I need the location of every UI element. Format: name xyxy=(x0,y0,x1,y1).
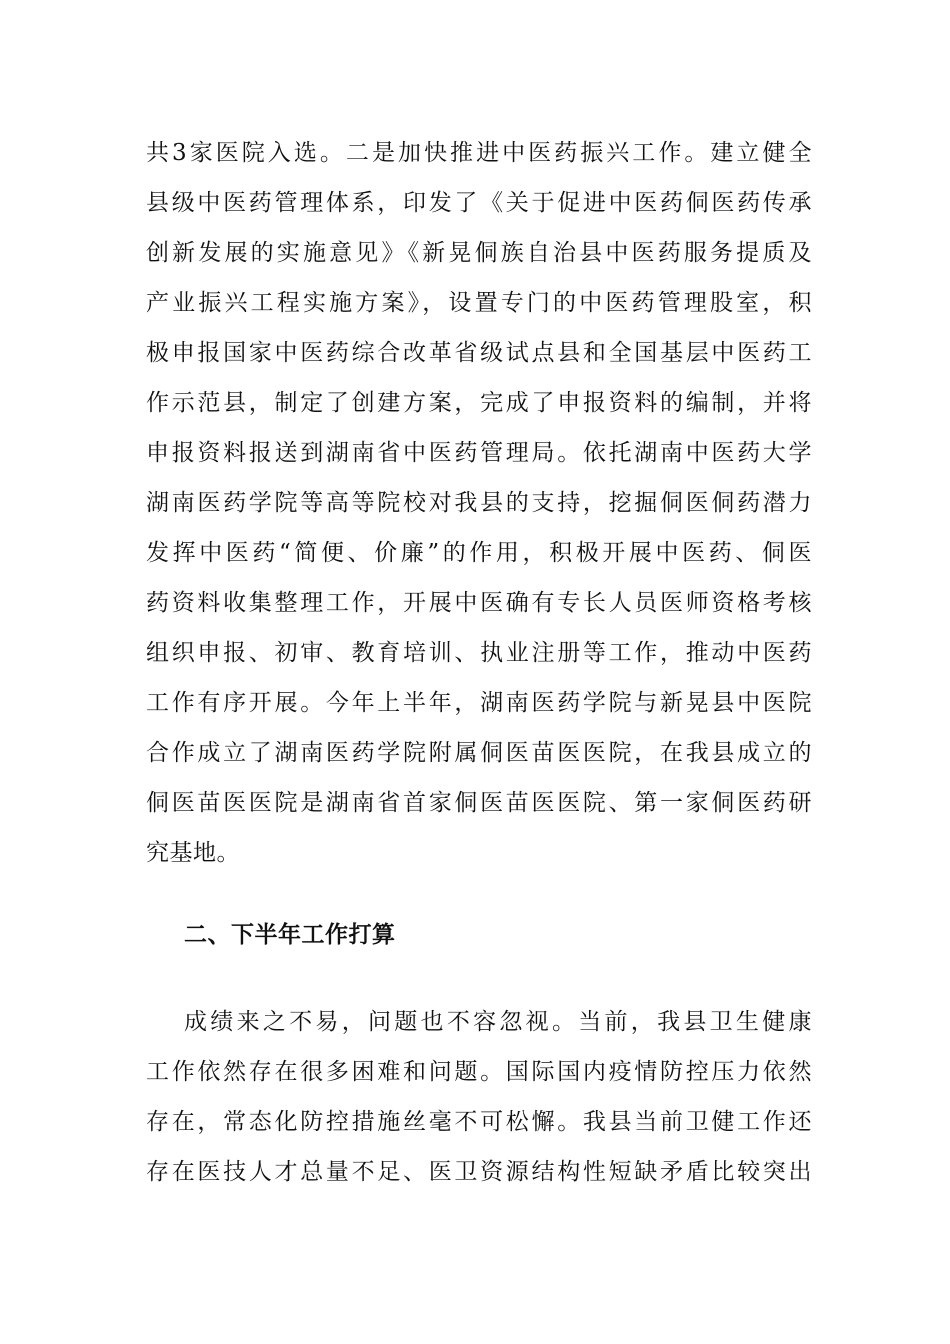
paragraph-line: 极申报国家中医药综合改革省级试点县和全国基层中医药工 xyxy=(146,340,812,366)
paragraph-line: 县级中医药管理体系，印发了《关于促进中医药侗医药传承 xyxy=(146,190,812,216)
paragraph-line: 成绩来之不易，问题也不容忽视。当前，我县卫生健康 xyxy=(184,1009,812,1035)
paragraph-line: 工作依然存在很多困难和问题。国际国内疫情防控压力依然 xyxy=(146,1059,812,1085)
body-paragraph xyxy=(146,997,812,1197)
body-paragraph xyxy=(146,128,812,878)
paragraph-line: 存在医技人才总量不足、医卫资源结构性短缺矛盾比较突出 xyxy=(146,1159,812,1185)
paragraph-line: 合作成立了湖南医药学院附属侗医苗医医院，在我县成立的 xyxy=(146,740,812,766)
paragraph-line: 共3家医院入选。二是加快推进中医药振兴工作。建立健全 xyxy=(146,140,812,166)
paragraph-line: 侗医苗医医院是湖南省首家侗医苗医医院、第一家侗医药研 xyxy=(146,790,812,816)
paragraph-line: 工作有序开展。今年上半年，湖南医药学院与新晃县中医院 xyxy=(146,690,812,716)
paragraph-line: 创新发展的实施意见》《新晃侗族自治县中医药服务提质及 xyxy=(146,240,812,266)
paragraph-line: 申报资料报送到湖南省中医药管理局。依托湖南中医药大学 xyxy=(146,440,812,466)
paragraph-line: 药资料收集整理工作，开展中医确有专长人员医师资格考核 xyxy=(146,590,812,616)
paragraph-line: 存在，常态化防控措施丝毫不可松懈。我县当前卫健工作还 xyxy=(146,1109,812,1135)
section-heading: 二、下半年工作打算 xyxy=(184,921,396,948)
paragraph-line: 湖南医药学院等高等院校对我县的支持，挖掘侗医侗药潜力 xyxy=(146,490,812,516)
paragraph-line: 产业振兴工程实施方案》，设置专门的中医药管理股室，积 xyxy=(146,290,812,316)
paragraph-line: 究基地。 xyxy=(146,840,240,866)
paragraph-line: 组织申报、初审、教育培训、执业注册等工作，推动中医药 xyxy=(146,640,812,666)
paragraph-line: 发挥中医药“简便、价廉”的作用，积极开展中医药、侗医 xyxy=(146,540,812,566)
paragraph-line: 作示范县，制定了创建方案，完成了申报资料的编制，并将 xyxy=(146,390,812,416)
